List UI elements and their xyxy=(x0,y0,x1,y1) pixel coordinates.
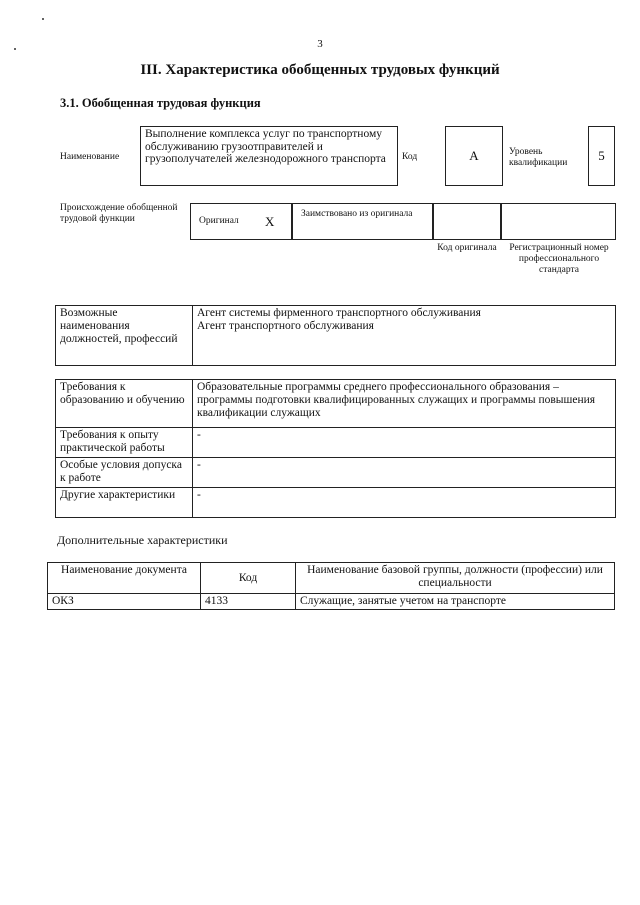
header-group: Наименование базовой группы, должности (профессии) или специальности xyxy=(296,563,615,594)
req-label: Требования к опыту практической работы xyxy=(56,428,193,458)
table-row xyxy=(56,488,616,518)
original-label: Оригинал xyxy=(199,216,239,226)
req-label: Другие характеристики xyxy=(56,488,193,518)
code-label: Код xyxy=(402,152,418,162)
table-row xyxy=(48,594,615,610)
name-label: Наименование xyxy=(60,152,120,162)
original-cell xyxy=(190,203,292,240)
cell-group: Служащие, занятые учетом на транспорте xyxy=(296,594,615,610)
table-row xyxy=(56,380,616,428)
table-row xyxy=(56,428,616,458)
table-row xyxy=(56,458,616,488)
cell-doc: ОКЗ xyxy=(48,594,201,610)
req-value: - xyxy=(193,488,616,518)
code-value: A xyxy=(445,126,503,186)
table-header-row xyxy=(48,563,615,594)
additional-table xyxy=(47,562,615,610)
cell-code: 4133 xyxy=(201,594,296,610)
header-code: Код xyxy=(201,563,296,594)
original-mark: X xyxy=(265,214,275,229)
positions-label: Возможные наименования должностей, профессий xyxy=(56,306,193,366)
additional-title: Дополнительные характеристики xyxy=(57,533,228,547)
subsection-title: 3.1. Обобщенная трудовая функция xyxy=(60,96,261,110)
origin-label: Происхождение обобщенной трудовой функции xyxy=(60,203,178,224)
header-doc: Наименование документа xyxy=(48,563,201,594)
positions-values xyxy=(193,306,616,366)
scan-speck xyxy=(42,18,44,20)
position-item: Агент транспортного обслуживания xyxy=(197,320,374,332)
requirements-table xyxy=(55,379,616,518)
original-code-cell xyxy=(433,203,501,240)
positions-table xyxy=(55,305,616,366)
req-value: Образовательные программы среднего профессионального образования – программы подготовки квалифицированных служащих и программы повышения квалификации служащих xyxy=(193,380,616,428)
section-title: III. Характеристика обобщенных трудовых функций xyxy=(140,62,500,78)
req-value: - xyxy=(193,458,616,488)
position-item: Агент системы фирменного транспортного обслуживания xyxy=(197,307,481,319)
level-value: 5 xyxy=(588,126,615,186)
reg-number-cell xyxy=(501,203,616,240)
req-label: Особые условия допуска к работе xyxy=(56,458,193,488)
borrowed-label: Заимствовано из оригинала xyxy=(292,203,433,240)
code-caption: Код оригинала xyxy=(437,243,497,253)
req-label: Требования к образованию и обучению xyxy=(56,380,193,428)
reg-caption: Регистрационный номер профессионального стандарта xyxy=(509,243,609,275)
page-number: 3 xyxy=(317,38,323,50)
name-value: Выполнение комплекса услуг по транспортному обслуживанию грузоотправителей и грузополучателей железнодорожного транспорта xyxy=(140,126,398,186)
level-label: Уровень квалификации xyxy=(509,147,568,168)
req-value: - xyxy=(193,428,616,458)
